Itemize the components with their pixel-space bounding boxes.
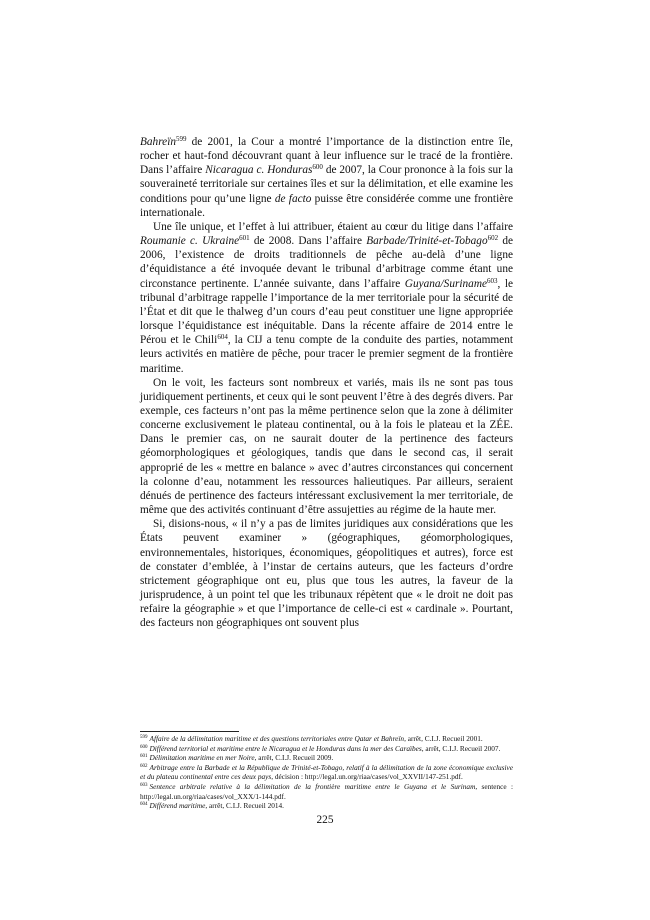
- footnote-ref: 602: [487, 234, 499, 243]
- footnotes: [140, 734, 513, 811]
- paragraph-2: Une île unique, et l’effet à lui attribuer, étaient au cœur du litige dans l’affaire Roumanie c. Ukraine$^{601}$ de 2008. Dans l’affaire Barbade/Trinité-et-Tobago$^{602}$ de 2006, l’existence de droits traditionnels de pêche au-delà d’une ligne d’équidistance a été invoquée devant le tribunal d’arbitrage comme étant une circonstance pertinente. L’année suivante, dans l’affaire Guyana/Suriname$^{603}$, le tribunal d’arbitrage rappelle l’importance de la mer territoriale pour la sécurité de l’État et dit que le thalweg d’un cours d’eau peut constituer une ligne appropriée lorsque l’équidistance est inéquitable. Dans la récente affaire de 2014 entre le Pérou et le Chili$^{604}$, la CIJ a tenu compte de la conduite des parties, notamment leurs activités en matière de pêche, pour tracer le premier segment de la frontière maritime.: [140, 220, 513, 375]
- case-name: Nicaragua c. Honduras: [205, 164, 313, 177]
- footnote-600: $^{600}$ Différend territorial et maritime entre le Nicaragua et le Honduras dans la mer des Caraïbes, arrêt, C.I.J. Recueil 2007.: [140, 743, 501, 753]
- footnote-601: $^{601}$ Délimitation maritime en mer Noire, arrêt, C.I.J. Recueil 2009.: [140, 753, 334, 763]
- footnote-separator: [140, 731, 239, 732]
- footnote-ref: 603: [487, 276, 498, 285]
- case-name: Roumanie c. Ukraine: [140, 235, 240, 248]
- footnote-602: $^{602}$ Arbitrage entre la Barbade et la République de Trinité-et-Tobago, relatif à la délimitation de la zone économique exclusive et du plateau continental entre ces deux pays, décision : http://legal.un.org/riaa/cases/vol_XXVII/147-251.pdf.: [140, 762, 513, 782]
- case-name: Bahreïn: [140, 136, 176, 148]
- paragraph-3: On le voit, les facteurs sont nombreux et variés, mais ils ne sont pas tous juridiquement pertinents, et ceux qui le sont peuvent l’être à des degrés divers. Par exemple, ces facteurs n’ont pas la même pertinence selon que la zone à délimiter concerne exclusivement le plateau continental, ou à la fois le plateau et la ZÉE. Dans le premier cas, on ne saurait douter de la pertinence des facteurs géomorphologiques et géologiques, tandis que dans le second cas, il serait approprié de les « mettre en balance » avec d’autres circonstances qui concernent la colonne d’eau, notamment les ressources halieutiques. Par ailleurs, seraient dénués de pertinence des facteurs intéressant exclusivement la mer territoriale, de même que des activités continuant d’être assujetties au régime de la haute mer.: [140, 376, 513, 517]
- page-number: 225: [316, 814, 334, 826]
- footnote-ref: 604: [217, 333, 228, 342]
- footnote-ref: 599: [175, 135, 187, 143]
- footnote-ref: 600: [312, 163, 323, 172]
- footnote-ref: 601: [239, 234, 250, 243]
- body-text: [140, 135, 513, 630]
- footnote-604: $^{604}$ Différend maritime, arrêt, C.I.J. Recueil 2014.: [140, 801, 284, 811]
- paragraph-4: Si, disions-nous, « il n’y a pas de limites juridiques aux considérations que les États peuvent examiner » (géographiques, géomorphologiques, environnementales, historiques, économiques, géopolitiques et autres), force est de constater d’emblée, à l’instar de certains auteurs, que les facteurs d’ordre strictement géographique ont eu, plus que tous les autres, la faveur de la jurisprudence, à un point tel que les tribunaux répètent que « le droit ne doit pas refaire la géographie » et que l’importance de celle-ci est « cardinale ». Pourtant, des facteurs non géographiques ont souvent plus: [140, 518, 513, 630]
- paragraph-1: Bahreïn$^{599}$ de 2001, la Cour a montré l’importance de la distinction entre île, rocher et haut-fond découvrant quant à leur influence sur le tracé de la frontière. Dans l’affaire Nicaragua c. Honduras$^{600}$ de 2007, la Cour prononce à la fois sur la souveraineté territoriale sur certaines îles et sur la délimitation, et elle examine les conditions pour qu’une ligne de facto puisse être considérée comme une frontière internationale.: [140, 135, 513, 219]
- footnote-599: $^{599}$ Affaire de la délimitation maritime et des questions territoriales entre Qatar et Bahreïn, arrêt, C.I.J. Recueil 2001.: [140, 734, 483, 743]
- footnote-603: $^{603}$ Sentence arbitrale relative à la délimitation de la frontière maritime entre le Guyana et le Surinam, sentence : http://legal.un.org/riaa/cases/vol_XXX/1-144.pdf.: [140, 781, 513, 801]
- case-name: Barbade/Trinité-et-Tobago: [366, 235, 488, 248]
- case-name: Guyana/Suriname: [404, 277, 487, 290]
